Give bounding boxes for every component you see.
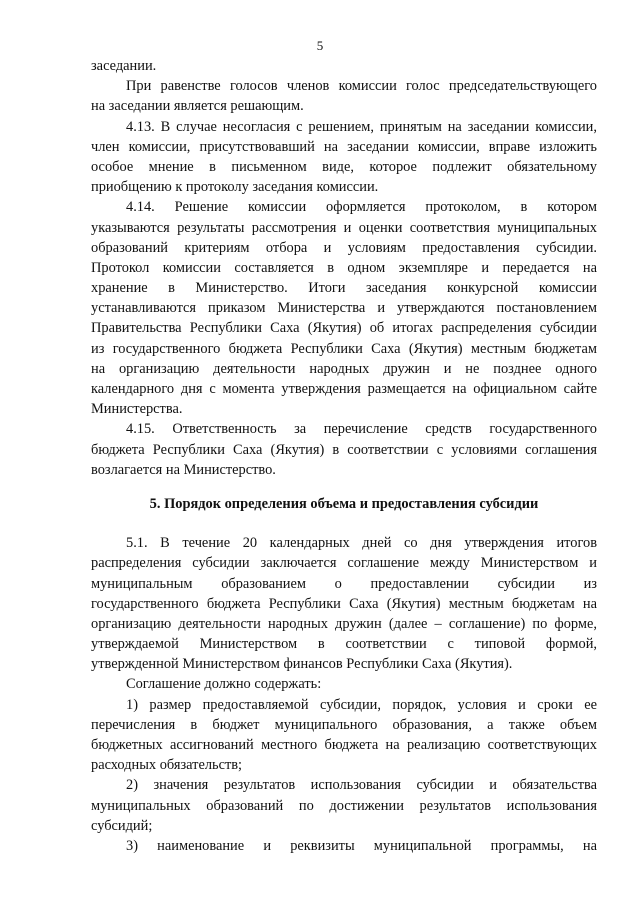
text-line: приобщению к протоколу заседания комиссии. bbox=[91, 179, 379, 196]
text-line: заседании. bbox=[91, 58, 157, 74]
text-line: утверждаемой Министерством в соответствии с типовой формой, bbox=[91, 636, 597, 653]
text-line: на организацию деятельности народных дружин и не позднее одного bbox=[91, 360, 597, 377]
section-5-text bbox=[91, 533, 597, 856]
text-line: образований критериям отбора и условиям предоставления субсидии. bbox=[91, 239, 597, 256]
text-line: Протокол комиссии составляется в одном экземпляре и передается на bbox=[91, 259, 597, 276]
text-line: 3) наименование и реквизиты муниципальной программы, на bbox=[126, 837, 597, 854]
text-line: член комиссии, присутствовавший на заседании комиссии, вправе изложить bbox=[91, 138, 597, 155]
page-number: 5 bbox=[316, 38, 324, 53]
text-line: хранение в Министерство. Итоги заседания конкурсной комиссии bbox=[91, 280, 597, 297]
text-line: 4.13. В случае несогласия с решением, принятым на заседании комиссии, bbox=[126, 118, 597, 135]
text-line: При равенстве голосов членов комиссии голос председательствующего bbox=[126, 78, 597, 95]
section-4-continuation bbox=[91, 56, 597, 480]
text-line: Министерства. bbox=[91, 401, 183, 418]
text-line: указываются результаты рассмотрения и оценки соответствия муниципальных bbox=[91, 219, 597, 236]
text-line: календарного дня с момента утверждения размещается на официальном сайте bbox=[91, 381, 597, 397]
text-line: 4.15. Ответственность за перечисление средств государственного bbox=[126, 421, 597, 438]
text-line: бюджета Республики Саха (Якутия) в соответствии с условиями соглашения bbox=[91, 441, 597, 458]
text-line: возлагается на Министерство. bbox=[91, 461, 276, 478]
text-line: муниципальных образований по достижении результатов использования bbox=[91, 797, 597, 814]
text-line: государственного бюджета Республики Саха (Якутия) местным бюджетам на bbox=[91, 595, 597, 612]
text-line: из государственного бюджета Республики Саха (Якутия) местным бюджетам bbox=[91, 340, 597, 357]
text-line: расходных обязательств; bbox=[91, 757, 243, 774]
document-body bbox=[91, 56, 597, 856]
text-line: 4.14. Решение комиссии оформляется протоколом, в котором bbox=[126, 199, 597, 216]
text-line: перечисления в бюджет муниципального образования, а также объем bbox=[91, 716, 597, 733]
text-line: устанавливаются приказом Министерства и утверждаются постановлением bbox=[91, 300, 597, 317]
text-line: Правительства Республики Саха (Якутия) об итогах распределения субсидии bbox=[91, 320, 597, 337]
text-line: утвержденной Министерством финансов Республики Саха (Якутия). bbox=[91, 656, 513, 673]
text-line: 5.1. В течение 20 календарных дней со дня утверждения итогов bbox=[126, 535, 597, 552]
text-line: 2) значения результатов использования субсидии и обязательства bbox=[126, 777, 597, 794]
text-line: бюджетных ассигнований местного бюджета на реализацию соответствующих bbox=[91, 737, 597, 753]
section-heading: 5. Порядок определения объема и предоставления субсидии bbox=[149, 495, 539, 512]
text-line: распределения субсидии заключается соглашение между Министерством и bbox=[91, 555, 597, 572]
text-line: муниципальным образованием о предоставлении субсидии из bbox=[91, 575, 597, 592]
text-line: Соглашение должно содержать: bbox=[126, 676, 322, 693]
text-line: субсидий; bbox=[91, 817, 153, 834]
text-line: 1) размер предоставляемой субсидии, порядок, условия и сроки ее bbox=[126, 696, 597, 713]
text-line: особое мнение в письменном виде, которое подлежит обязательному bbox=[91, 158, 597, 175]
text-line: организацию деятельности народных дружин (далее – соглашение) по форме, bbox=[91, 615, 597, 632]
text-line: на заседании является решающим. bbox=[91, 98, 304, 115]
